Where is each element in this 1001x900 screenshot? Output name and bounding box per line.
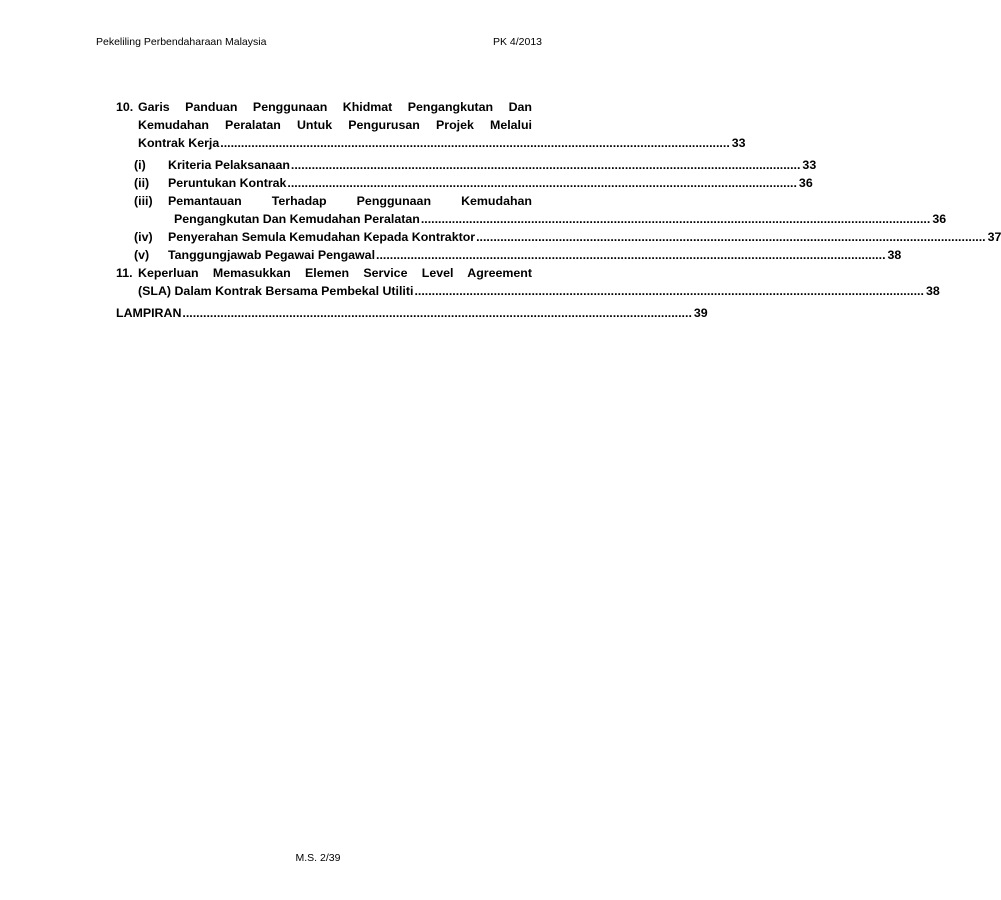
toc-item-10-line-2 — [116, 118, 544, 136]
toc-item-10-line-3[interactable] — [116, 136, 746, 154]
toc-subitem-ii-title: Peruntukan Kontrak — [168, 176, 287, 190]
toc-subitem-iii-number: (iii) — [134, 194, 153, 208]
toc-subitem-iii-line-2[interactable] — [116, 212, 947, 230]
dot-leader: .................................................................................................................................................... — [476, 230, 986, 244]
toc-item-10-title-line-3: Kontrak Kerja — [138, 136, 220, 150]
toc-subitem-ii-page: 36 — [798, 176, 813, 190]
toc-item-11-line-1 — [116, 266, 544, 284]
toc-lampiran-title: LAMPIRAN — [116, 306, 182, 320]
toc-subitem-v-number: (v) — [134, 248, 150, 262]
dot-leader: .................................................................................................................................................... — [290, 158, 801, 172]
toc-subitem-iv-page: 37 — [987, 230, 1001, 244]
toc-subitem-i-number: (i) — [134, 158, 146, 172]
header-title: Pekeliling Perbendaharaan Malaysia — [96, 36, 267, 48]
toc-lampiran-page: 39 — [693, 306, 708, 320]
toc-subitem-iii-title-line-2: Pengangkutan Dan Kemudahan Peralatan — [174, 212, 420, 226]
toc-subitem-v-title: Tanggungjawab Pegawai Pengawal — [168, 248, 376, 262]
dot-leader: .................................................................................................................................................... — [376, 248, 886, 262]
toc-subitem-ii[interactable] — [116, 176, 813, 194]
toc-item-10-page: 33 — [731, 136, 746, 150]
toc-item-10-title-line-2: Kemudahan Peralatan Untuk Pengurusan Projek Melalui — [138, 118, 532, 132]
toc-item-10-line-1 — [116, 100, 544, 118]
dot-leader: .................................................................................................................................................... — [420, 212, 931, 226]
toc-subitem-ii-number: (ii) — [134, 176, 150, 190]
toc-item-11-number: 11. — [116, 266, 133, 280]
toc-subitem-v[interactable] — [116, 248, 902, 266]
header-circular-number: PK 4/2013 — [492, 36, 542, 48]
toc-subitem-i-page: 33 — [802, 158, 817, 172]
toc-subitem-i[interactable] — [116, 158, 817, 176]
toc-item-10-number: 10. — [116, 100, 134, 114]
toc-subitem-i-title: Kriteria Pelaksanaan — [168, 158, 290, 172]
toc-item-11-line-2[interactable] — [116, 284, 940, 302]
toc-subitem-iv[interactable] — [116, 230, 1001, 248]
toc-lampiran[interactable] — [116, 306, 708, 324]
page-number: M.S. 2/39 — [295, 852, 341, 864]
toc-item-11-title-line-1: Keperluan Memasukkan Elemen Service Level Agreement — [138, 266, 532, 280]
dot-leader: .................................................................................................................................................... — [414, 284, 924, 298]
toc-subitem-iv-title: Penyerahan Semula Kemudahan Kepada Kontraktor — [168, 230, 476, 244]
toc-item-10-title-line-1: Garis Panduan Penggunaan Khidmat Pengangkutan Dan — [138, 100, 532, 114]
toc-subitem-iv-number: (iv) — [134, 230, 153, 244]
toc-item-11-page: 38 — [925, 284, 940, 298]
toc-subitem-iii-title-line-1: Pemantauan Terhadap Penggunaan Kemudahan — [168, 194, 532, 208]
dot-leader: .................................................................................................................................................... — [220, 136, 730, 150]
dot-leader: .................................................................................................................................................... — [287, 176, 797, 190]
toc-item-11-title-line-2: (SLA) Dalam Kontrak Bersama Pembekal Utiliti — [138, 284, 414, 298]
dot-leader: .................................................................................................................................................... — [182, 306, 692, 320]
toc-subitem-v-page: 38 — [887, 248, 902, 262]
toc-subitem-iii-page: 36 — [932, 212, 947, 226]
toc-subitem-iii-line-1 — [116, 194, 544, 212]
